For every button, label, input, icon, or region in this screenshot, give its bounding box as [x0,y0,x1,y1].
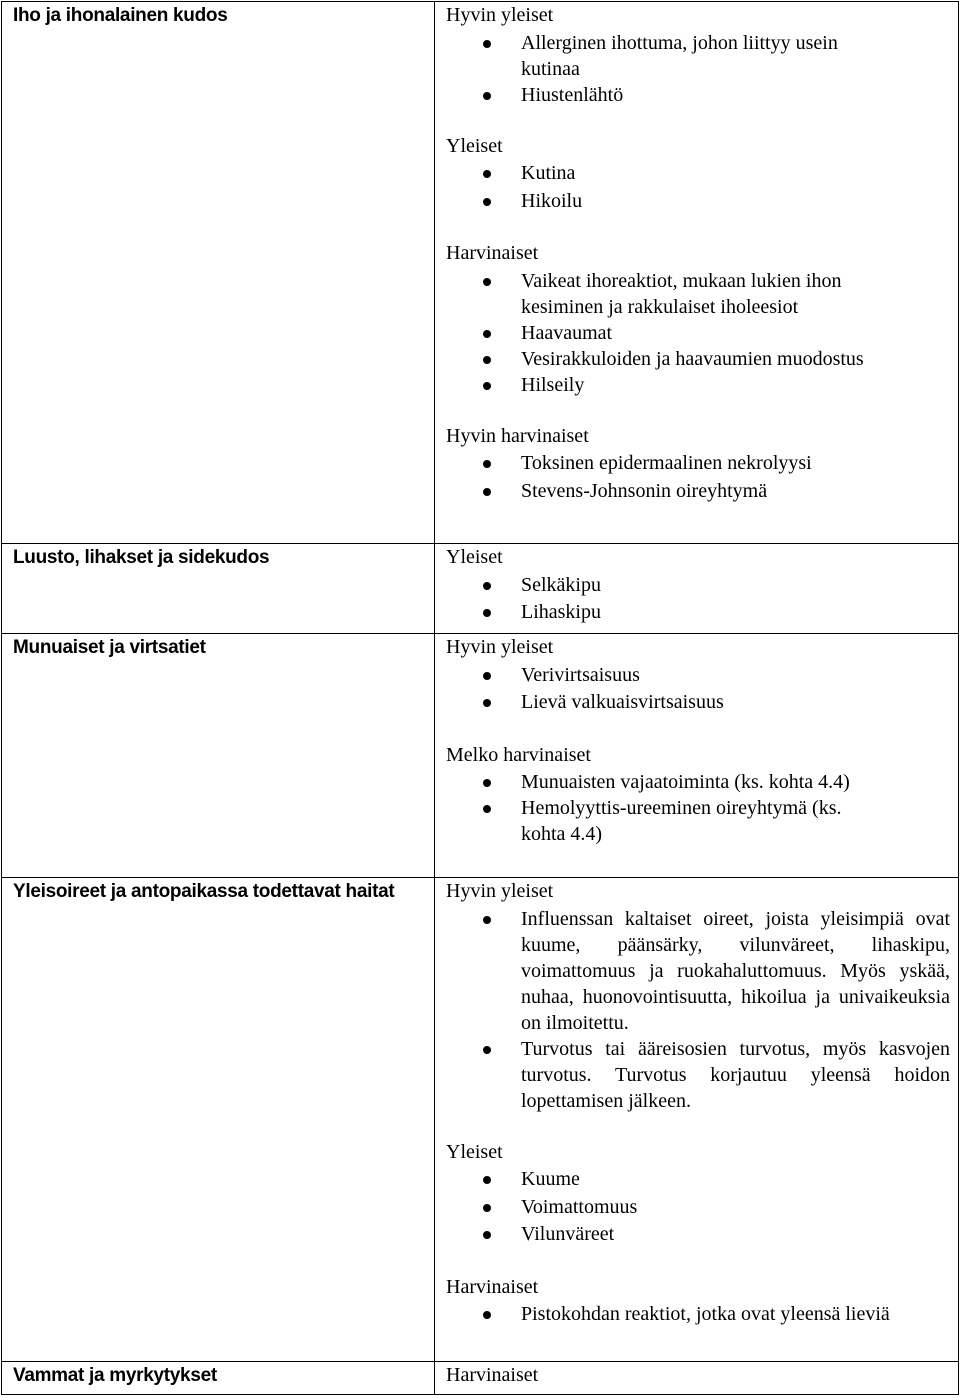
category-label: Vammat ja myrkytykset [13,1365,217,1386]
frequency-label: Hyvin harvinaiset [446,424,589,447]
table-row [2,878,959,1362]
list-item: Verivirtsaisuus [446,662,950,690]
list-item: Selkäkipu [446,572,950,600]
list-item: Kutina [446,160,950,188]
frequency-label: Harvinaiset [446,1364,539,1386]
list-item: Hikoilu [446,188,950,216]
list-item: Lievä valkuaisvirtsaisuus [446,689,950,717]
list-item: Vilunväreet [446,1221,950,1249]
frequency-label: Yleiset [446,546,503,568]
list-item: Haavaumat [446,320,950,346]
list-item: Turvotus tai ääreisosien turvotus, myös kasvojen turvotus. Turvotus korjautuu yleensä hoidon lopettamisen jälkeen. [446,1036,950,1114]
list-item: Hiustenlähtö [446,82,950,108]
category-cell [2,634,435,878]
content-cell [435,2,959,544]
table-row [2,2,959,544]
list-item: Toksinen epidermaalinen nekrolyysi [446,450,950,478]
frequency-label: Harvinaiset [446,242,539,264]
category-label: Luusto, lihakset ja sidekudos [13,547,270,568]
list-item: Hilseily [446,372,950,398]
list-item: Pistokohdan reaktiot, jotka ovat yleensä lieviä [446,1301,950,1329]
frequency-label: Melko harvinaiset [446,743,591,766]
frequency-label: Harvinaiset [446,1275,539,1298]
category-cell [2,878,435,1362]
category-label: Munuaiset ja virtsatiet [13,637,206,658]
content-cell [435,634,959,878]
category-label: Yleisoireet ja antopaikassa todettavat haitat [13,881,395,902]
list-item: Lihaskipu [446,599,950,627]
category-label: Iho ja ihonalainen kudos [13,5,228,26]
table-row [2,544,959,634]
frequency-label: Hyvin yleiset [446,880,554,902]
category-cell [2,544,435,634]
category-cell [2,2,435,544]
content-cell [435,878,959,1362]
frequency-label: Yleiset [446,134,503,157]
table-row [2,634,959,878]
frequency-label: Yleiset [446,1140,503,1163]
category-cell [2,1362,435,1395]
content-cell [435,544,959,634]
content-cell [435,1362,959,1395]
frequency-label: Hyvin yleiset [446,4,554,26]
table-row [2,1362,959,1395]
list-item: Allerginen ihottuma, johon liittyy usein kutinaa [446,30,950,82]
frequency-label: Hyvin yleiset [446,636,554,658]
list-item: Voimattomuus [446,1194,950,1222]
list-item: Munuaisten vajaatoiminta (ks. kohta 4.4) [446,769,950,795]
list-item: Influenssan kaltaiset oireet, joista yleisimpiä ovat kuume, päänsärky, vilunväreet, lihaskipu, voimattomuus ja ruokahaluttomuus. Myös yskää, nuhaa, huonovointisuutta, hikoilua ja univaikeuksia on ilmoitettu. [446,906,950,1036]
list-item: Vesirakkuloiden ja haavaumien muodostus [446,346,950,372]
list-item: Stevens-Johnsonin oireyhtymä [446,478,950,506]
list-item: Hemolyyttis-ureeminen oireyhtymä (ks. kohta 4.4) [446,795,950,847]
adverse-effects-table [1,1,959,1395]
list-item: Kuume [446,1166,950,1194]
list-item: Vaikeat ihoreaktiot, mukaan lukien ihon kesiminen ja rakkulaiset iholeesiot [446,268,950,320]
